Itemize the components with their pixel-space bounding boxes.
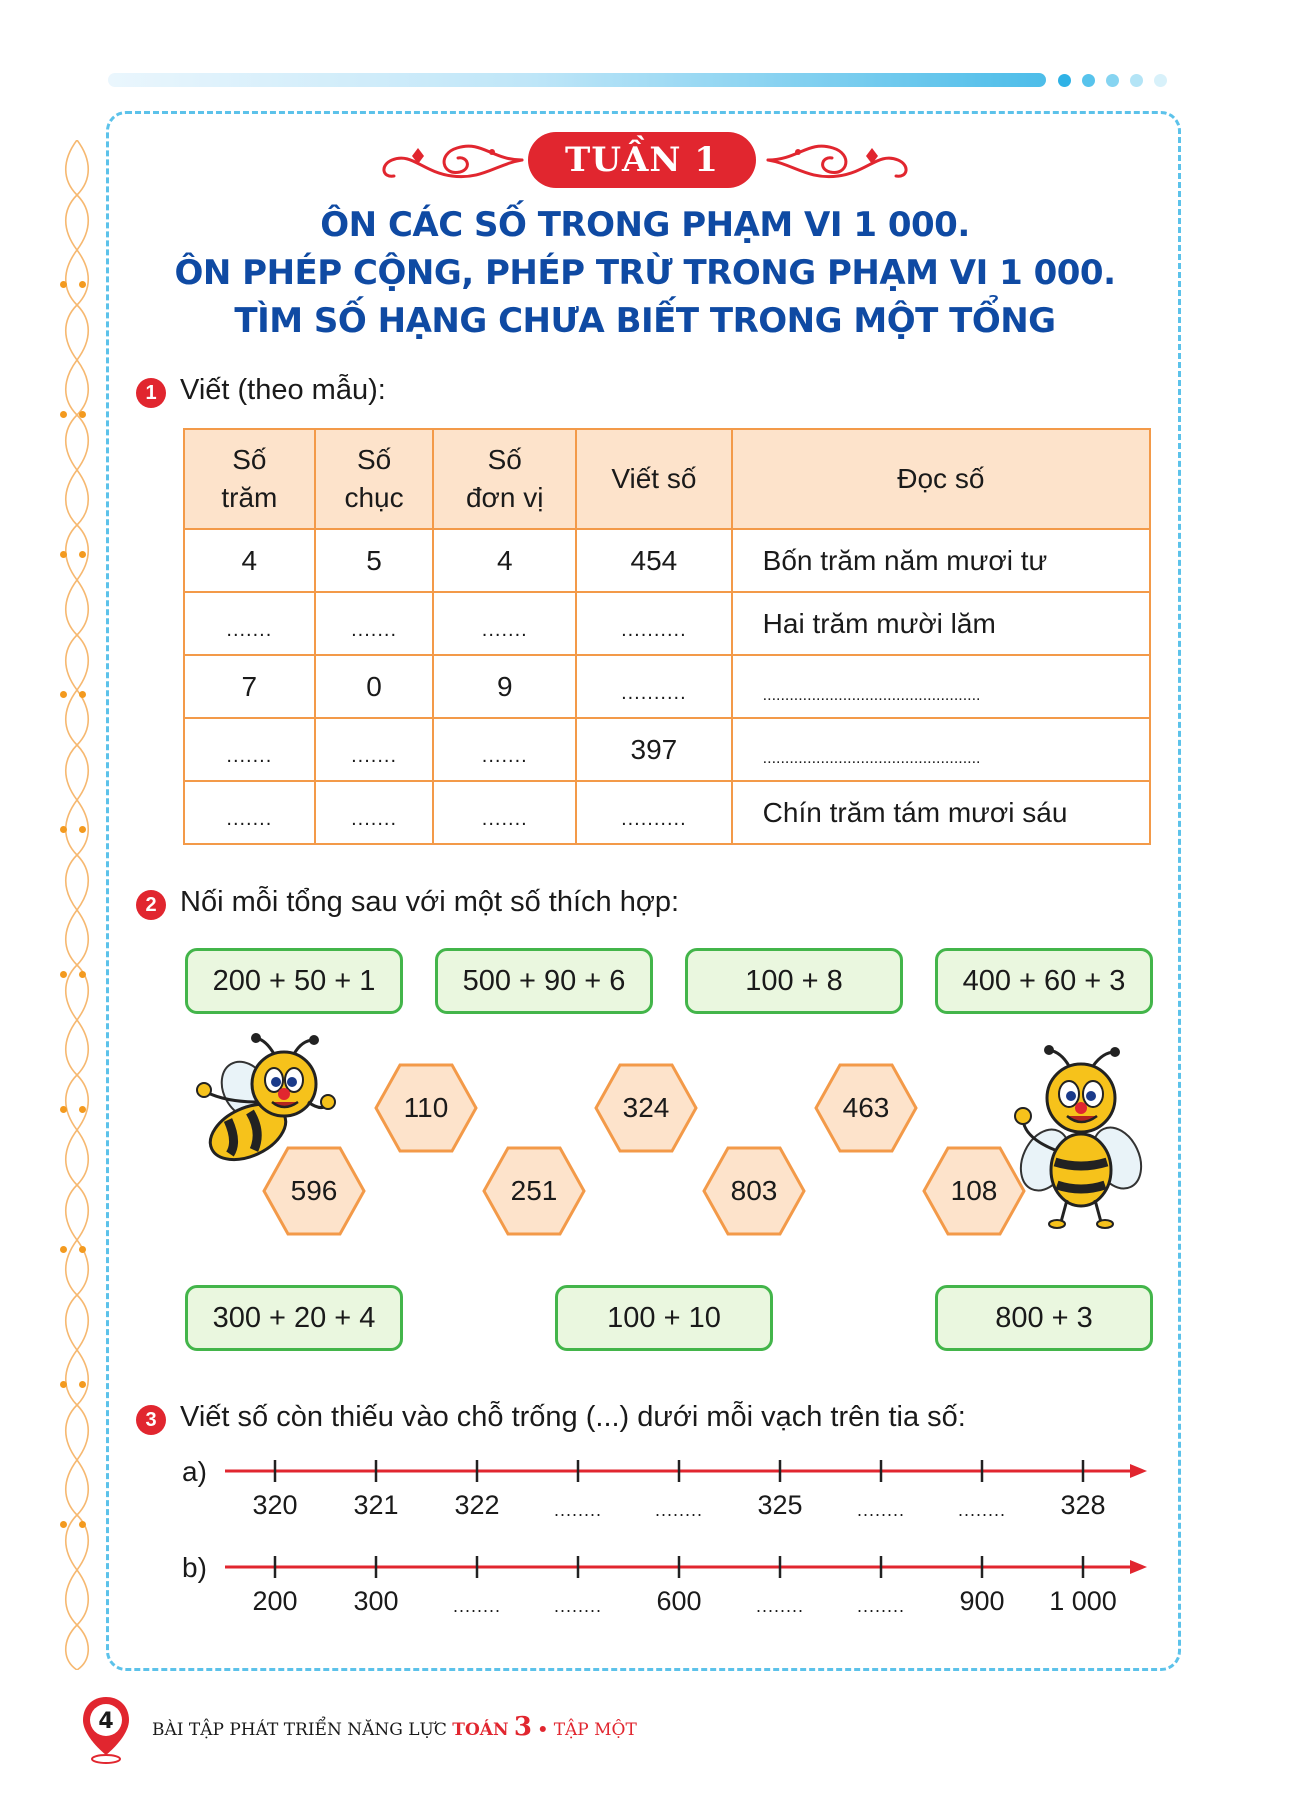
- week-label: TUẦN 1: [528, 132, 756, 188]
- number-hexagon[interactable]: [814, 1063, 918, 1153]
- tick-label: 325: [757, 1490, 803, 1520]
- answer-blank[interactable]: .......: [184, 592, 315, 655]
- number-hexagon[interactable]: [374, 1063, 478, 1153]
- bee-right-icon: [1005, 1040, 1150, 1230]
- answer-blank[interactable]: ........: [957, 1500, 1006, 1520]
- column-header-read-number: Đọc số: [732, 429, 1150, 529]
- answer-blank[interactable]: .......: [433, 718, 576, 781]
- tick-label: 328: [1060, 1490, 1106, 1520]
- footer-book-title: BÀI TẬP PHÁT TRIỂN NĂNG LỰC TOÁN 3 • TẬP MỘT: [152, 1712, 637, 1742]
- table-cell: 454: [576, 529, 732, 592]
- column-header-write-number: Viết số: [576, 429, 732, 529]
- hexagon-value: 108: [950, 1175, 998, 1206]
- table-cell: 397: [576, 718, 732, 781]
- answer-blank[interactable]: ........: [553, 1596, 602, 1616]
- bee-left-icon: [186, 1032, 336, 1172]
- tick-label: 320: [252, 1490, 298, 1520]
- volume: TẬP MỘT: [553, 1720, 637, 1740]
- table-cell: 9: [433, 655, 576, 718]
- page-title-line-1: ÔN CÁC SỐ TRONG PHẠM VI 1 000.: [320, 205, 970, 245]
- tick-label: 300: [353, 1586, 399, 1616]
- number-hexagon[interactable]: [594, 1063, 698, 1153]
- exercise-3-number: 3: [136, 1405, 166, 1435]
- grade: 3: [513, 1712, 532, 1742]
- table-row: [184, 592, 1150, 655]
- left-decor-border: [50, 140, 100, 1670]
- table-cell: 4: [184, 529, 315, 592]
- page-title-line-3: TÌM SỐ HẠNG CHƯA BIẾT TRONG MỘT TỔNG: [234, 301, 1056, 341]
- answer-blank[interactable]: .......: [433, 781, 576, 844]
- sum-card[interactable]: 800 + 3: [935, 1285, 1153, 1351]
- answer-blank[interactable]: .......: [184, 781, 315, 844]
- answer-blank[interactable]: ..........: [576, 592, 732, 655]
- page-title-line-2: ÔN PHÉP CỘNG, PHÉP TRỪ TRONG PHẠM VI 1 000.: [174, 253, 1116, 293]
- hexagon-value: 596: [290, 1175, 338, 1206]
- sum-card[interactable]: 200 + 50 + 1: [185, 948, 403, 1014]
- tick-label: 1 000: [1049, 1586, 1117, 1616]
- number-line-b: [225, 1552, 1150, 1582]
- table-cell: 4: [433, 529, 576, 592]
- table-row: [184, 529, 1150, 592]
- number-line-a: [225, 1456, 1150, 1486]
- answer-blank[interactable]: ........: [654, 1500, 703, 1520]
- answer-blank[interactable]: ........: [755, 1596, 804, 1616]
- exercise-3-instruction: Viết số còn thiếu vào chỗ trống (...) dưới mỗi vạch trên tia số:: [180, 1401, 966, 1433]
- table-cell: Bốn trăm năm mươi tư: [732, 529, 1150, 592]
- answer-blank[interactable]: .......: [315, 592, 434, 655]
- column-header-tens: Số chục: [315, 429, 434, 529]
- answer-blank[interactable]: ..........: [576, 781, 732, 844]
- column-header-units: Số đơn vị: [433, 429, 576, 529]
- table-cell: 0: [315, 655, 434, 718]
- tick-label: 200: [252, 1586, 298, 1616]
- answer-blank[interactable]: ........: [553, 1500, 602, 1520]
- table-row: [184, 655, 1150, 718]
- number-hexagon[interactable]: [482, 1146, 586, 1236]
- page-number: 4: [98, 1709, 114, 1734]
- book-title: BÀI TẬP PHÁT TRIỂN NĂNG LỰC: [152, 1720, 447, 1740]
- answer-blank[interactable]: .......: [315, 718, 434, 781]
- tick-label: 600: [656, 1586, 702, 1616]
- table-cell: 7: [184, 655, 315, 718]
- answer-blank[interactable]: ..........: [576, 655, 732, 718]
- table-row: [184, 781, 1150, 844]
- table-cell: 5: [315, 529, 434, 592]
- exercise-1-instruction: Viết (theo mẫu):: [180, 374, 386, 406]
- subject: TOÁN: [452, 1720, 509, 1740]
- table-row: [184, 718, 1150, 781]
- exercise-1-number: 1: [136, 378, 166, 408]
- hexagon-value: 324: [622, 1092, 670, 1123]
- place-value-table: [183, 428, 1151, 845]
- sum-card[interactable]: 100 + 8: [685, 948, 903, 1014]
- answer-blank[interactable]: .......: [433, 592, 576, 655]
- answer-blank[interactable]: ........: [856, 1596, 905, 1616]
- tick-label: 322: [454, 1490, 500, 1520]
- tick-label: 900: [959, 1586, 1005, 1616]
- top-decor-bar: [108, 73, 1046, 87]
- number-hexagon[interactable]: [702, 1146, 806, 1236]
- sum-card[interactable]: 100 + 10: [555, 1285, 773, 1351]
- sum-card[interactable]: 300 + 20 + 4: [185, 1285, 403, 1351]
- sum-card[interactable]: 400 + 60 + 3: [935, 948, 1153, 1014]
- tick-label: 321: [353, 1490, 399, 1520]
- table-cell: Hai trăm mười lăm: [732, 592, 1150, 655]
- hexagon-value: 463: [842, 1092, 890, 1123]
- sum-card[interactable]: 500 + 90 + 6: [435, 948, 653, 1014]
- answer-blank[interactable]: .................................................: [732, 655, 1150, 718]
- answer-blank[interactable]: .......: [184, 718, 315, 781]
- exercise-2-instruction: Nối mỗi tổng sau với một số thích hợp:: [180, 886, 680, 918]
- page-pin-icon: [80, 1695, 132, 1765]
- answer-blank[interactable]: ........: [452, 1596, 501, 1616]
- answer-blank[interactable]: .................................................: [732, 718, 1150, 781]
- table-cell: Chín trăm tám mươi sáu: [732, 781, 1150, 844]
- answer-blank[interactable]: .......: [315, 781, 434, 844]
- column-header-hundreds: Số trăm: [184, 429, 315, 529]
- answer-blank[interactable]: ........: [856, 1500, 905, 1520]
- hexagon-value: 803: [730, 1175, 778, 1206]
- exercise-2-number: 2: [136, 890, 166, 920]
- number-line-a-label: a): [182, 1456, 207, 1487]
- hexagon-value: 110: [403, 1092, 449, 1123]
- number-line-b-label: b): [182, 1552, 207, 1583]
- hexagon-value: 251: [510, 1175, 558, 1206]
